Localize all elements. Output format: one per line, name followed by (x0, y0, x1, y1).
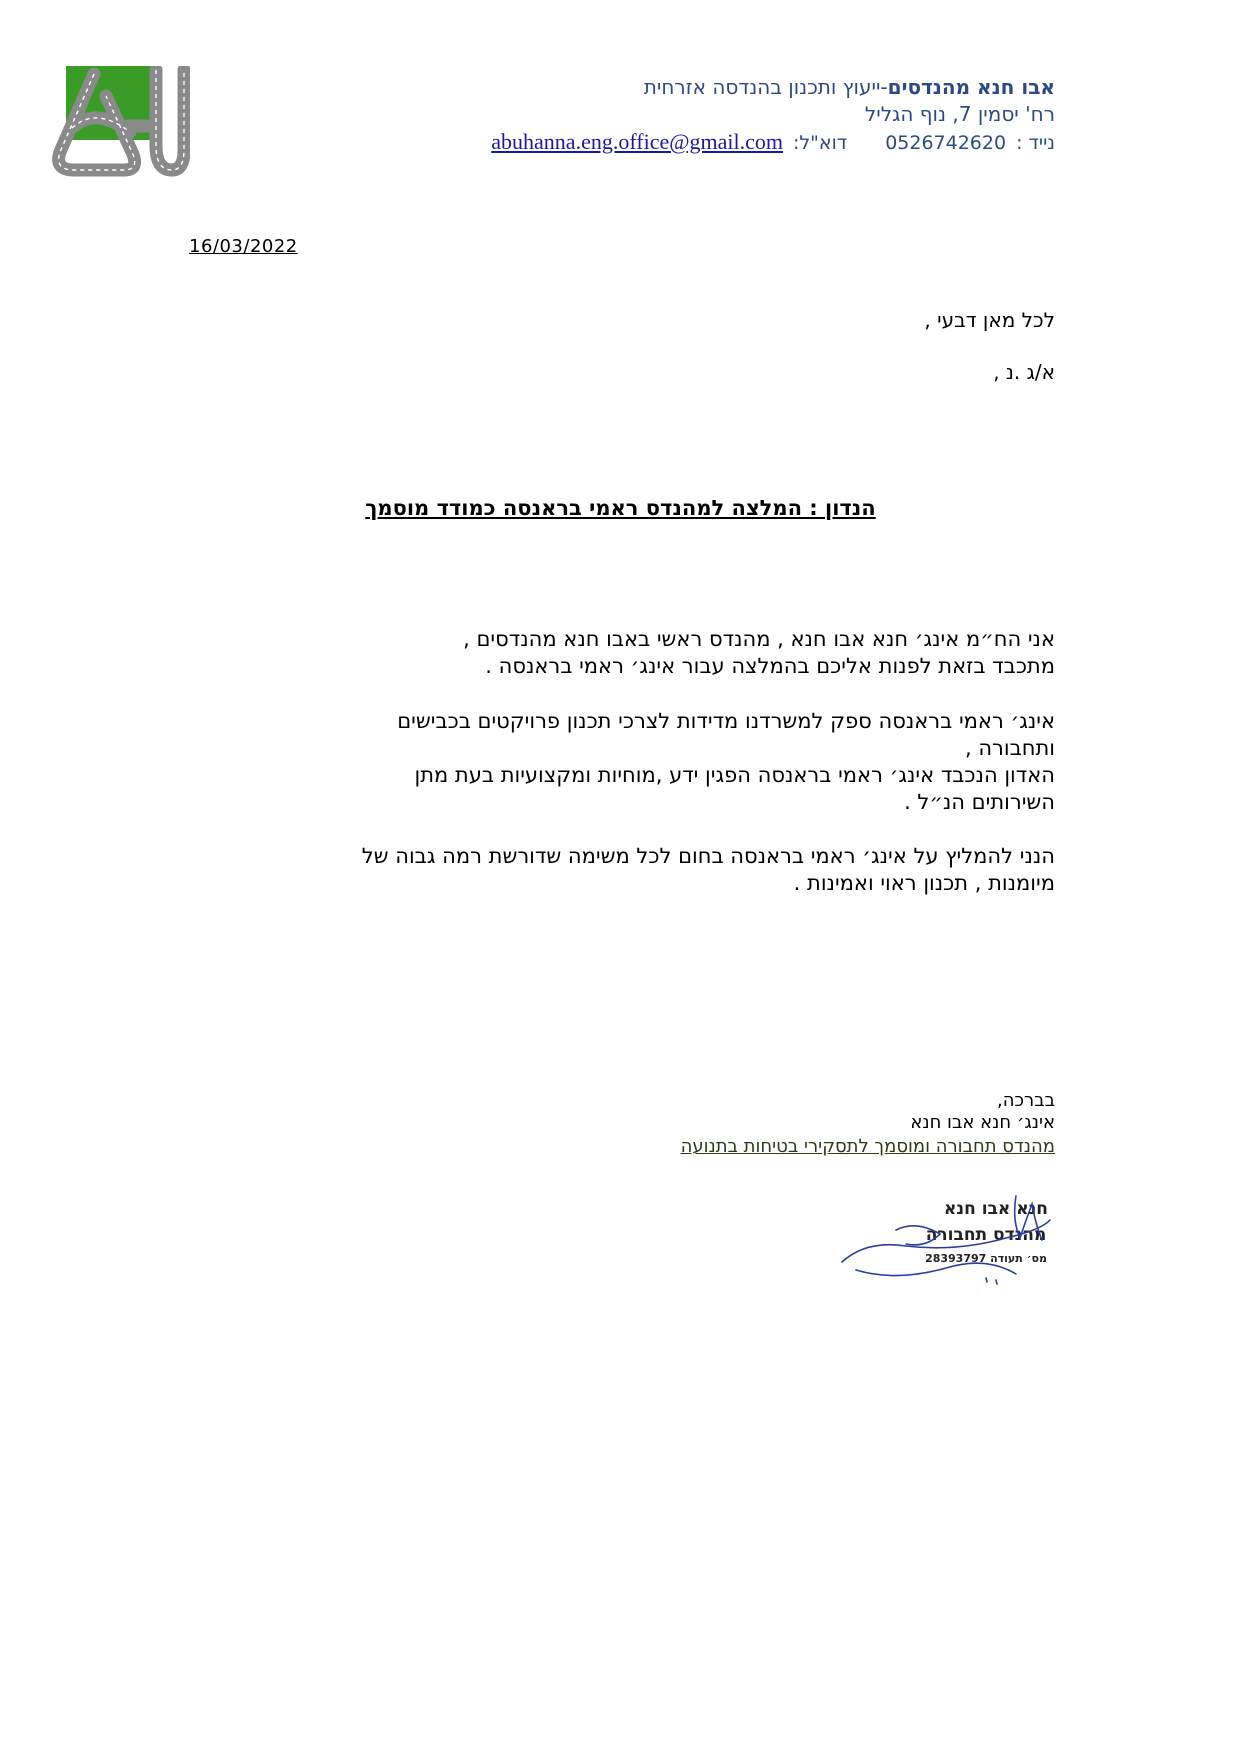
phone-label: נייד : (1016, 132, 1055, 154)
body-line: אני הח״מ אינג׳ חנא אבו חנא , מהנדס ראשי באבו חנא מהנדסים , (463, 627, 1055, 651)
body-line: מיומנות , תכנון ראוי ואמינות . (793, 871, 1055, 895)
closing-name: אינג׳ חנא אבו חנא (910, 1112, 1055, 1133)
stamp-license: 28393797 מס׳ תעודה (925, 1252, 1047, 1265)
body-line: הנני להמליץ על אינג׳ ראמי בראנסה בחום לכל משימה שדורשת רמה גבוה של (361, 844, 1055, 868)
body-paragraph-3 (225, 843, 1055, 897)
body-paragraph-1 (225, 626, 1055, 680)
greeting-line-2: א/ג .נ , (993, 360, 1055, 384)
company-logo-icon (44, 66, 190, 178)
letterhead-address: רח' יסמין 7, נוף הגליל (864, 102, 1055, 126)
company-name: אבו חנא מהנדסים (887, 75, 1055, 99)
body-line: השירותים הנ״ל . (904, 790, 1055, 814)
stamp-role: מהנדס תחבורה (925, 1225, 1047, 1245)
letter-subject: הנדון : המלצה למהנדס ראמי בראנסה כמודד מוסמך (365, 496, 876, 520)
phone-number: 0526742620 (885, 132, 1007, 154)
signature-stamp (836, 1190, 1068, 1290)
email-label: דוא"ל: (792, 132, 848, 154)
letterhead-company-line (644, 75, 1055, 99)
body-paragraph-2 (225, 708, 1055, 816)
body-line: אינג׳ ראמי בראנסה ספק למשרדנו מדידות לצרכי תכנון פרויקטים בכבישים (397, 709, 1055, 733)
closing-regards: בברכה, (997, 1090, 1055, 1111)
company-tagline: -ייעוץ ותכנון בהנדסה אזרחית (643, 75, 888, 99)
body-line: מתכבד בזאת לפנות אליכם בהמלצה עבור אינג׳ ראמי בראנסה . (485, 654, 1055, 678)
body-line: ותחבורה , (964, 736, 1055, 760)
closing-title: מהנדס תחבורה ומוסמך לתסקירי בטיחות בתנועה (680, 1136, 1055, 1157)
body-line: האדון הנכבד אינג׳ ראמי בראנסה הפגין ידע ,מוחיות ומקצועיות בעת מתן (414, 763, 1055, 787)
letter-date: 16/03/2022 (189, 236, 298, 257)
stamp-name: חנא אבו חנא (944, 1199, 1048, 1219)
letterhead-contact-line (491, 129, 1055, 155)
greeting-line-1: לכל מאן דבעי , (924, 308, 1055, 332)
email-link[interactable]: abuhanna.eng.office@gmail.com (491, 129, 783, 154)
